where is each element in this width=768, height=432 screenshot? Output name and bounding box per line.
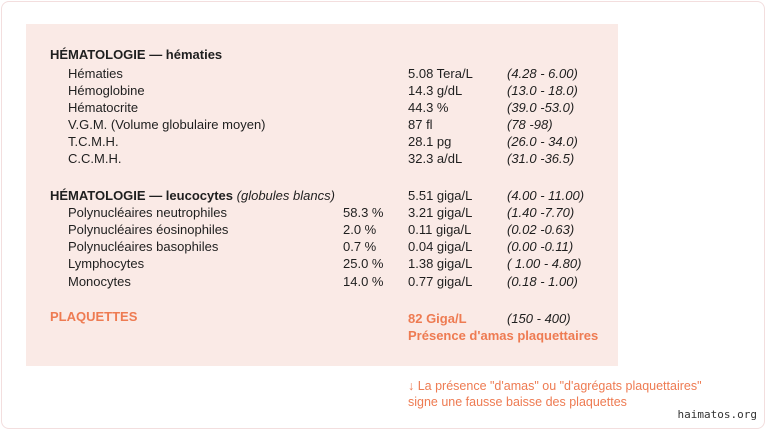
- eosinophiles-value: 0.11 giga/L: [408, 222, 472, 237]
- vgm-range: (78 -98): [507, 117, 553, 132]
- plaquettes-label: PLAQUETTES: [50, 309, 138, 324]
- explanatory-note: [408, 378, 702, 410]
- leucocytes-heading-title: HÉMATOLOGIE — leucocytes: [50, 188, 234, 203]
- note-line-1: ↓ La présence "d'amas" ou "d'agrégats plaquettaires": [408, 379, 702, 393]
- note-line-2: signe une fausse baisse des plaquettes: [408, 395, 627, 409]
- monocytes-value: 0.77 giga/L: [408, 274, 473, 289]
- vgm-value: 87 fl: [408, 117, 433, 132]
- ccmh-value: 32.3 a/dL: [408, 151, 463, 166]
- hematies-range: (4.28 - 6.00): [507, 66, 578, 81]
- tcmh-range: (26.0 - 34.0): [507, 134, 578, 149]
- lymphocytes-value: 1.38 giga/L: [408, 256, 473, 271]
- hematocrite-label: Hématocrite: [68, 100, 139, 115]
- neutrophiles-label: Polynucléaires neutrophiles: [68, 205, 227, 220]
- hematocrite-range: (39.0 -53.0): [507, 100, 575, 115]
- hematies-value: 5.08 Tera/L: [408, 66, 473, 81]
- lymphocytes-range: ( 1.00 - 4.80): [507, 256, 582, 271]
- leucocytes-heading-subtitle: (globules blancs): [236, 188, 335, 203]
- hematies-heading: HÉMATOLOGIE — hématies: [50, 47, 223, 62]
- vgm-label: V.G.M. (Volume globulaire moyen): [68, 117, 266, 132]
- tcmh-label: T.C.M.H.: [68, 134, 119, 149]
- leucocytes-range: (4.00 - 11.00): [507, 188, 585, 203]
- basophiles-range: (0.00 -0.11): [507, 239, 574, 254]
- eosinophiles-range: (0.02 -0.63): [507, 222, 575, 237]
- lymphocytes-label: Lymphocytes: [68, 256, 145, 271]
- lymphocytes-pct: 25.0 %: [343, 256, 384, 271]
- tcmh-value: 28.1 pg: [408, 134, 452, 149]
- hemoglobine-label: Hémoglobine: [68, 83, 145, 98]
- eosinophiles-label: Polynucléaires éosinophiles: [68, 222, 229, 237]
- basophiles-pct: 0.7 %: [343, 239, 377, 254]
- lab-results-card: [26, 24, 618, 366]
- neutrophiles-value: 3.21 giga/L: [408, 205, 473, 220]
- hemoglobine-value: 14.3 g/dL: [408, 83, 463, 98]
- monocytes-range: (0.18 - 1.00): [507, 274, 578, 289]
- leucocytes-heading: [50, 188, 335, 204]
- plaquettes-range: (150 - 400): [507, 311, 571, 326]
- eosinophiles-pct: 2.0 %: [343, 222, 377, 237]
- neutrophiles-range: (1.40 -7.70): [507, 205, 575, 220]
- plaquettes-value: 82 Giga/L: [408, 311, 467, 326]
- site-watermark: haimatos.org: [675, 407, 760, 422]
- leucocytes-value: 5.51 giga/L: [408, 188, 473, 203]
- ccmh-label: C.C.M.H.: [68, 151, 122, 166]
- hematocrite-value: 44.3 %: [408, 100, 449, 115]
- plaquettes-comment: Présence d'amas plaquettaires: [408, 328, 599, 343]
- ccmh-range: (31.0 -36.5): [507, 151, 575, 166]
- hemoglobine-range: (13.0 - 18.0): [507, 83, 578, 98]
- monocytes-pct: 14.0 %: [343, 274, 384, 289]
- basophiles-value: 0.04 giga/L: [408, 239, 473, 254]
- monocytes-label: Monocytes: [68, 274, 131, 289]
- neutrophiles-pct: 58.3 %: [343, 205, 384, 220]
- hematies-label: Hématies: [68, 66, 123, 81]
- basophiles-label: Polynucléaires basophiles: [68, 239, 219, 254]
